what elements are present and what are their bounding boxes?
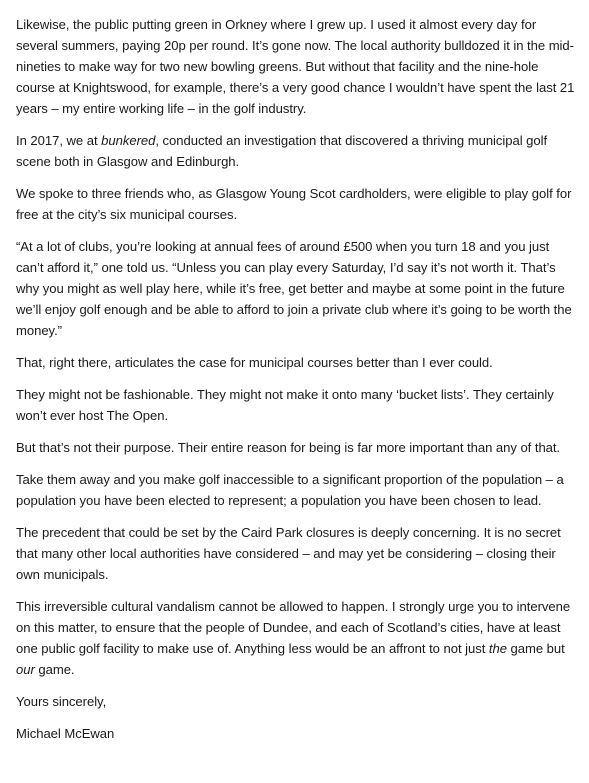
paragraph-precedent: The precedent that could be set by the Caird Park closures is deeply concerning. It is no secret that many other local authorities have considered – and may yet be considering – closing their own municipals.: [16, 525, 561, 582]
publication-name: bunkered: [101, 133, 156, 148]
paragraph-take-away: Take them away and you make golf inaccessible to a significant proportion of the population – a population you have been elected to represent; a population you have been chosen to lead.: [16, 472, 564, 508]
paragraph-vandalism-start: This irreversible cultural vandalism cannot be allowed to happen. I strongly urge you to intervene on this matter, to ensure that the people of Dundee, and each of Scotland’s cities, have at least one public golf facility to make use of. Anything less would be an affront to not just: [16, 599, 571, 656]
paragraph-investigation: [16, 130, 576, 172]
signature-name: Michael McEwan: [16, 726, 115, 741]
paragraph-vandalism-mid: game but: [506, 641, 565, 656]
paragraph-case: That, right there, articulates the case for municipal courses better than I ever could.: [16, 355, 493, 370]
paragraph-vandalism: [16, 596, 576, 680]
paragraph-vandalism-end: game.: [34, 662, 75, 677]
paragraph-purpose: But that’s not their purpose. Their entire reason for being is far more important than any of that.: [16, 440, 561, 455]
paragraph-quote: “At a lot of clubs, you’re looking at annual fees of around £500 when you turn 18 and you just can’t afford it,” one told us. “Unless you can play every Saturday, I’d say it’s not worth it. That’s why you might as well play here, while it’s free, get better and maybe at some point in the future we’ll enjoy golf enough and be able to afford to join a private club where it’s going to be worth the money.”: [16, 239, 572, 338]
letter-body: [16, 14, 576, 744]
closing-salutation: Yours sincerely,: [16, 694, 107, 709]
paragraph-not-fashionable: They might not be fashionable. They might not make it onto many ‘bucket lists’. They certainly won’t ever host The Open.: [16, 387, 554, 423]
emphasis-the: the: [488, 641, 507, 656]
emphasis-our: our: [16, 662, 35, 677]
paragraph-putting-green: Likewise, the public putting green in Orkney where I grew up. I used it almost every day for several summers, paying 20p per round. It’s gone now. The local authority bulldozed it in the mid-nineties to make way for two new bowling greens. But without that facility and the nine-hole course at Knightswood, for example, there’s a very good chance I wouldn’t have spent the last 21 years – my entire working life – in the golf industry.: [16, 17, 575, 116]
paragraph-investigation-start: In 2017, we at: [16, 133, 102, 148]
paragraph-three-friends: We spoke to three friends who, as Glasgow Young Scot cardholders, were eligible to play golf for free at the city’s six municipal courses.: [16, 186, 572, 222]
paragraph-investigation-end: , conducted an investigation that discovered a thriving municipal golf scene both in Glasgow and Edinburgh.: [16, 133, 548, 169]
